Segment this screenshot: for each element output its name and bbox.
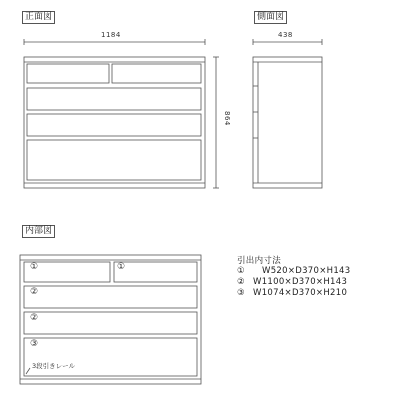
- drawer-specs-heading: 引出内寸法: [237, 256, 282, 266]
- rail-leader-line: [26, 368, 30, 374]
- spec-marker-3: ③: [237, 288, 245, 298]
- front-height-dimension: 864: [223, 111, 231, 126]
- front-top-right-drawer: [112, 64, 201, 83]
- interior-drawer-3: [24, 338, 197, 376]
- spec-marker-2: ②: [237, 277, 245, 287]
- front-top-left-drawer: [27, 64, 109, 83]
- interior-drawer-2b: [24, 312, 197, 334]
- front-drawer-3: [27, 114, 201, 136]
- side-view-title: 側面図: [254, 11, 287, 24]
- interior-view-title: 内部図: [22, 225, 55, 238]
- side-depth-dimension: 438: [278, 31, 293, 39]
- front-drawer-2: [27, 88, 201, 110]
- spec-size-3: W1074×D370×H210: [253, 288, 348, 298]
- interior-label-2b: ②: [30, 313, 39, 323]
- spec-marker-1: ①: [237, 266, 245, 276]
- front-drawer-4: [27, 140, 201, 180]
- side-cabinet-outline: [253, 57, 322, 188]
- front-view-title: 正面図: [22, 11, 55, 24]
- interior-label-3: ③: [30, 339, 39, 349]
- front-cabinet-outline: [24, 57, 205, 188]
- interior-label-2a: ②: [30, 287, 39, 297]
- interior-drawer-1b: [114, 262, 197, 282]
- front-width-dimension: 1184: [101, 31, 121, 39]
- rail-note: 3段引きレール: [32, 362, 76, 370]
- spec-size-2: W1100×D370×H143: [253, 277, 348, 287]
- interior-label-1a: ①: [30, 262, 39, 272]
- interior-label-1b: ①: [117, 262, 126, 272]
- interior-drawer-2a: [24, 286, 197, 308]
- spec-size-1: W520×D370×H143: [262, 266, 351, 276]
